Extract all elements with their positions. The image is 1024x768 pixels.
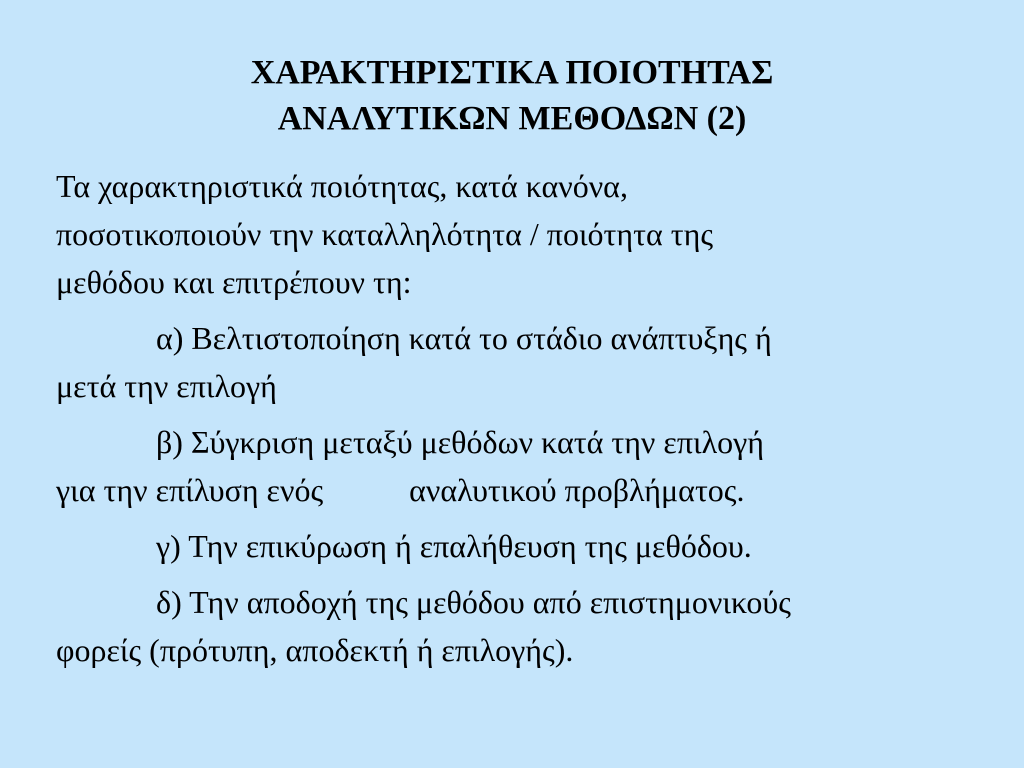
list-item-d-text-1: δ) Την αποδοχή της μεθόδου από επιστημονικούς: [156, 584, 791, 620]
list-item-b-text-2a: για την επίλυση ενός: [56, 472, 324, 508]
slide-body: [56, 162, 1006, 674]
list-item-b-line-1: [56, 418, 1006, 466]
list-item-d-line-2: φορείς (πρότυπη, αποδεκτή ή επιλογής).: [56, 632, 574, 668]
list-item-b: [56, 418, 1006, 514]
intro-line-1: Τα χαρακτηριστικά ποιότητας, κατά κανόνα,: [56, 168, 628, 204]
list-item-b-text-2b: αναλυτικού προβλήματος.: [409, 472, 745, 508]
title-line-2: ΑΝΑΛΥΤΙΚΩΝ ΜΕΘΟΔΩΝ (2): [277, 100, 747, 137]
list-item-c: [56, 522, 1006, 570]
slide-title: [0, 50, 1024, 142]
list-item-a-line-2: μετά την επιλογή: [56, 368, 277, 404]
list-item-a-text-1: α) Βελτιστοποίηση κατά το στάδιο ανάπτυξης ή: [156, 320, 772, 356]
intro-line-3: μεθόδου και επιτρέπουν τη:: [56, 264, 412, 300]
intro-paragraph: [56, 162, 1006, 306]
list-item-b-text-1: β) Σύγκριση μεταξύ μεθόδων κατά την επιλογή: [156, 424, 764, 460]
list-item-a-line-1: [56, 314, 1006, 362]
list-item-d-line-1: [56, 578, 1006, 626]
list-item-b-line-2: [56, 466, 1006, 514]
list-item-c-text-1: γ) Την επικύρωση ή επαλήθευση της μεθόδου.: [156, 528, 752, 564]
intro-line-2: ποσοτικοποιούν την καταλληλότητα / ποιότητα της: [56, 216, 714, 252]
list-item-d: [56, 578, 1006, 674]
list-item-c-line-1: [56, 522, 1006, 570]
title-line-1: ΧΑΡΑΚΤΗΡΙΣΤΙΚΑ ΠΟΙΟΤΗΤΑΣ: [250, 54, 774, 91]
list-item-a: [56, 314, 1006, 410]
